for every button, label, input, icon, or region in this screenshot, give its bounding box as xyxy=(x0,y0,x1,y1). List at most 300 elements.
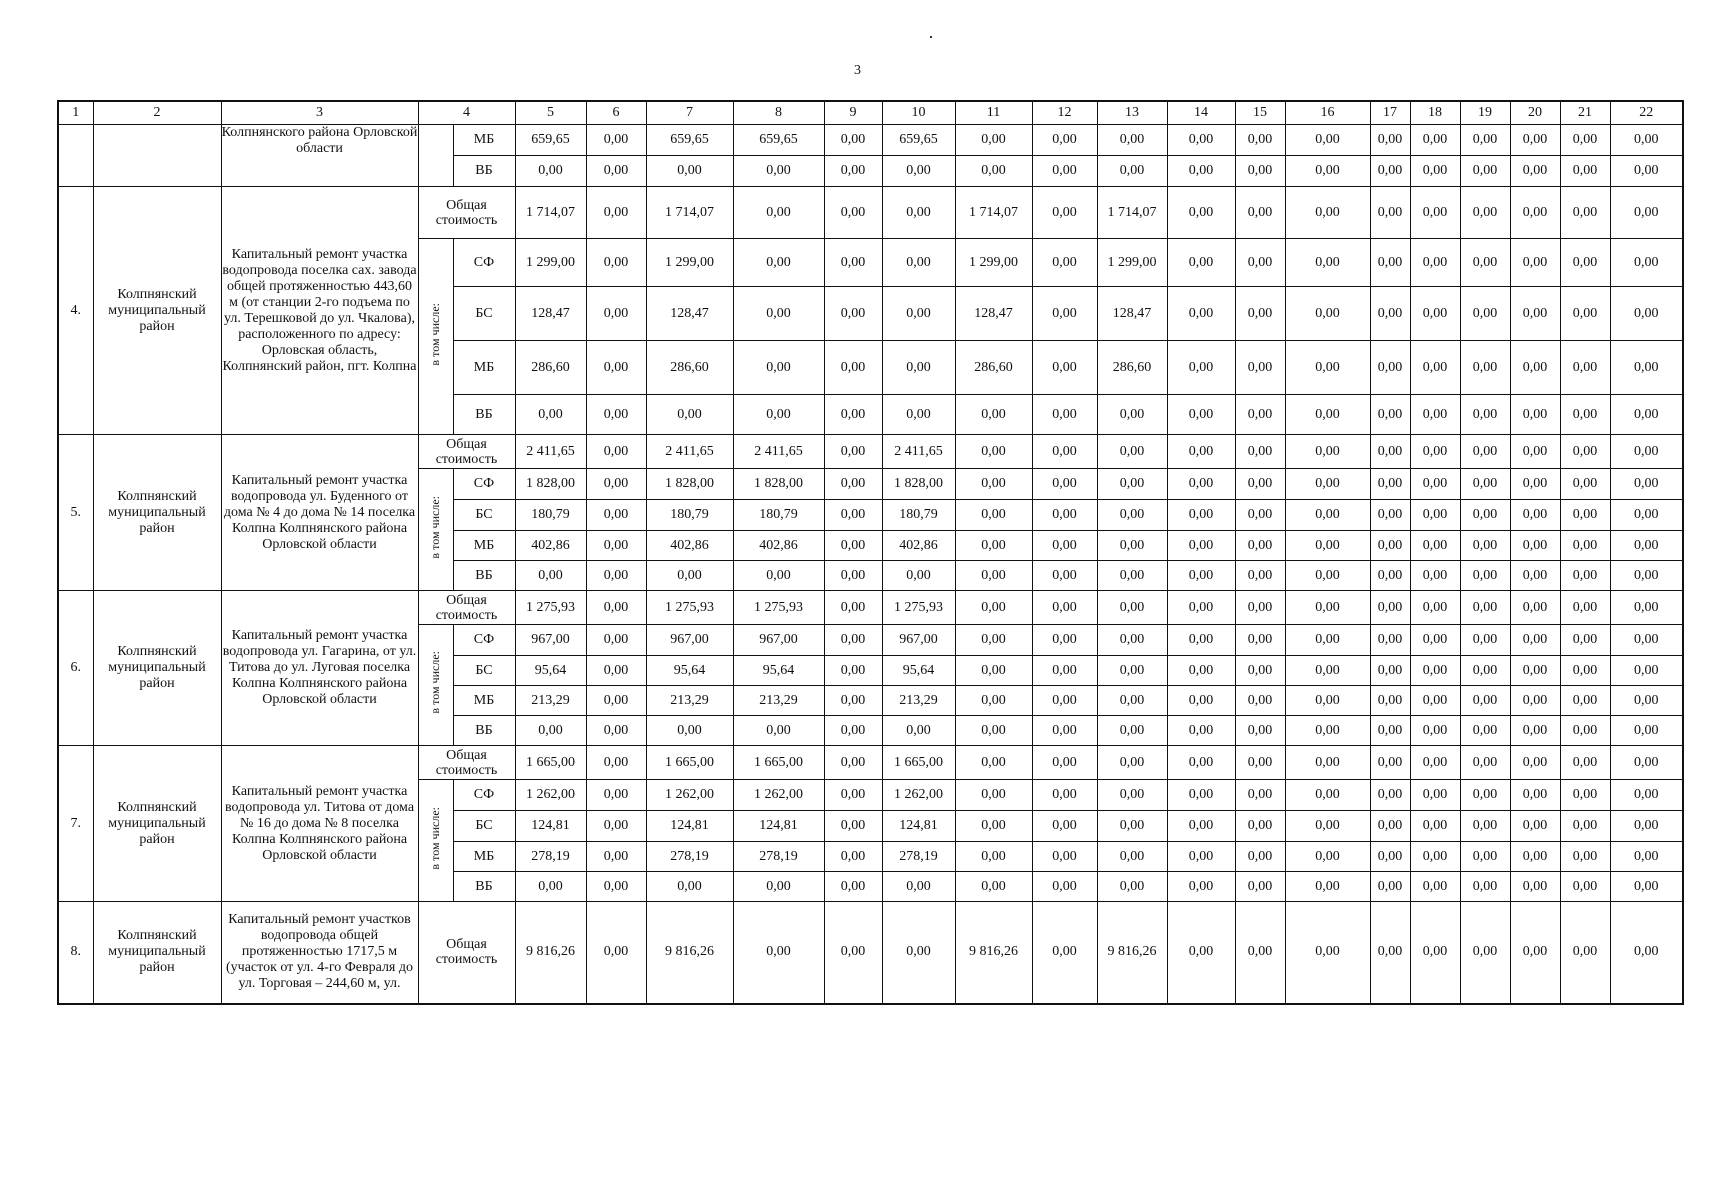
value-cell-col-20: 0,00 xyxy=(1510,125,1560,156)
value-cell-col-22: 0,00 xyxy=(1610,531,1683,561)
value-cell-col-16: 0,00 xyxy=(1285,469,1370,500)
value-cell-col-13: 0,00 xyxy=(1097,395,1167,435)
object-description: Капитальный ремонт участков водопровода общей протяженностью 1717,5 м (участок от ул. 4-го Февраля до ул. Торговая – 244,60 м, ул. xyxy=(221,902,418,1004)
value-cell-col-21: 0,00 xyxy=(1560,531,1610,561)
value-cell-col-6: 0,00 xyxy=(586,469,646,500)
value-cell-col-19: 0,00 xyxy=(1460,500,1510,531)
value-cell-col-17: 0,00 xyxy=(1370,872,1410,902)
value-cell-col-7: 213,29 xyxy=(646,686,733,716)
value-cell-col-19: 0,00 xyxy=(1460,902,1510,1004)
value-cell-col-5: 124,81 xyxy=(515,811,586,842)
header-col-14: 14 xyxy=(1167,101,1235,125)
value-cell-col-11: 0,00 xyxy=(955,591,1032,625)
value-cell-col-11: 0,00 xyxy=(955,500,1032,531)
value-cell-col-12: 0,00 xyxy=(1032,625,1097,656)
value-cell-col-6: 0,00 xyxy=(586,656,646,686)
value-cell-col-18: 0,00 xyxy=(1410,435,1460,469)
fund-label: ВБ xyxy=(453,156,515,187)
value-cell-col-6: 0,00 xyxy=(586,625,646,656)
header-col-6: 6 xyxy=(586,101,646,125)
header-col-9: 9 xyxy=(824,101,882,125)
header-col-2: 2 xyxy=(93,101,221,125)
value-cell-col-5: 1 714,07 xyxy=(515,187,586,239)
value-cell-col-18: 0,00 xyxy=(1410,125,1460,156)
value-cell-col-14: 0,00 xyxy=(1167,341,1235,395)
value-cell-col-10: 967,00 xyxy=(882,625,955,656)
value-cell-col-13: 0,00 xyxy=(1097,561,1167,591)
value-cell-col-15: 0,00 xyxy=(1235,716,1285,746)
fund-label: МБ xyxy=(453,842,515,872)
header-col-4: 4 xyxy=(418,101,515,125)
value-cell-col-13: 1 714,07 xyxy=(1097,187,1167,239)
value-cell-col-21: 0,00 xyxy=(1560,746,1610,780)
object-description: Капитальный ремонт участка водопровода ул. Буденного от дома № 4 до дома № 14 поселка Колпна Колпнянского района Орловской области xyxy=(221,435,418,591)
value-cell-col-15: 0,00 xyxy=(1235,469,1285,500)
value-cell-col-8: 1 665,00 xyxy=(733,746,824,780)
value-cell-col-10: 1 665,00 xyxy=(882,746,955,780)
value-cell-col-5: 1 828,00 xyxy=(515,469,586,500)
value-cell-col-17: 0,00 xyxy=(1370,287,1410,341)
value-cell-col-10: 0,00 xyxy=(882,187,955,239)
value-cell-col-21: 0,00 xyxy=(1560,872,1610,902)
value-cell-col-19: 0,00 xyxy=(1460,686,1510,716)
value-cell-col-8: 0,00 xyxy=(733,872,824,902)
value-cell-col-12: 0,00 xyxy=(1032,125,1097,156)
fund-label: СФ xyxy=(453,469,515,500)
value-cell-col-18: 0,00 xyxy=(1410,561,1460,591)
header-col-18: 18 xyxy=(1410,101,1460,125)
value-cell-col-14: 0,00 xyxy=(1167,239,1235,287)
value-cell-col-17: 0,00 xyxy=(1370,341,1410,395)
value-cell-col-17: 0,00 xyxy=(1370,811,1410,842)
value-cell-col-7: 2 411,65 xyxy=(646,435,733,469)
value-cell-col-21: 0,00 xyxy=(1560,842,1610,872)
value-cell-col-13: 0,00 xyxy=(1097,125,1167,156)
value-cell-col-18: 0,00 xyxy=(1410,686,1460,716)
value-cell-col-7: 0,00 xyxy=(646,872,733,902)
value-cell-col-5: 180,79 xyxy=(515,500,586,531)
item-number: 7. xyxy=(58,746,93,902)
value-cell-col-16: 0,00 xyxy=(1285,395,1370,435)
value-cell-col-19: 0,00 xyxy=(1460,435,1510,469)
value-cell-col-19: 0,00 xyxy=(1460,842,1510,872)
district xyxy=(93,125,221,187)
value-cell-col-14: 0,00 xyxy=(1167,811,1235,842)
value-cell-col-13: 0,00 xyxy=(1097,686,1167,716)
value-cell-col-10: 95,64 xyxy=(882,656,955,686)
header-col-10: 10 xyxy=(882,101,955,125)
value-cell-col-22: 0,00 xyxy=(1610,656,1683,686)
value-cell-col-15: 0,00 xyxy=(1235,435,1285,469)
value-cell-col-9: 0,00 xyxy=(824,395,882,435)
header-col-22: 22 xyxy=(1610,101,1683,125)
total-cost-label: Общая стоимость xyxy=(418,746,515,780)
value-cell-col-19: 0,00 xyxy=(1460,780,1510,811)
value-cell-col-18: 0,00 xyxy=(1410,395,1460,435)
value-cell-col-15: 0,00 xyxy=(1235,780,1285,811)
value-cell-col-12: 0,00 xyxy=(1032,686,1097,716)
value-cell-col-13: 0,00 xyxy=(1097,872,1167,902)
value-cell-col-12: 0,00 xyxy=(1032,780,1097,811)
value-cell-col-11: 286,60 xyxy=(955,341,1032,395)
value-cell-col-5: 0,00 xyxy=(515,395,586,435)
value-cell-col-5: 128,47 xyxy=(515,287,586,341)
value-cell-col-17: 0,00 xyxy=(1370,435,1410,469)
value-cell-col-6: 0,00 xyxy=(586,500,646,531)
value-cell-col-6: 0,00 xyxy=(586,746,646,780)
value-cell-col-9: 0,00 xyxy=(824,656,882,686)
value-cell-col-5: 2 411,65 xyxy=(515,435,586,469)
value-cell-col-18: 0,00 xyxy=(1410,500,1460,531)
value-cell-col-5: 0,00 xyxy=(515,561,586,591)
total-cost-label: Общая стоимость xyxy=(418,187,515,239)
value-cell-col-18: 0,00 xyxy=(1410,656,1460,686)
value-cell-col-21: 0,00 xyxy=(1560,287,1610,341)
value-cell-col-19: 0,00 xyxy=(1460,656,1510,686)
value-cell-col-22: 0,00 xyxy=(1610,469,1683,500)
value-cell-col-5: 286,60 xyxy=(515,341,586,395)
value-cell-col-13: 0,00 xyxy=(1097,156,1167,187)
value-cell-col-17: 0,00 xyxy=(1370,716,1410,746)
district: Колпнянский муниципальный район xyxy=(93,746,221,902)
value-cell-col-18: 0,00 xyxy=(1410,287,1460,341)
value-cell-col-16: 0,00 xyxy=(1285,341,1370,395)
value-cell-col-21: 0,00 xyxy=(1560,435,1610,469)
value-cell-col-22: 0,00 xyxy=(1610,435,1683,469)
value-cell-col-21: 0,00 xyxy=(1560,811,1610,842)
value-cell-col-18: 0,00 xyxy=(1410,239,1460,287)
value-cell-col-19: 0,00 xyxy=(1460,625,1510,656)
value-cell-col-19: 0,00 xyxy=(1460,469,1510,500)
value-cell-col-11: 1 714,07 xyxy=(955,187,1032,239)
value-cell-col-18: 0,00 xyxy=(1410,591,1460,625)
value-cell-col-11: 0,00 xyxy=(955,746,1032,780)
value-cell-col-19: 0,00 xyxy=(1460,156,1510,187)
value-cell-col-11: 0,00 xyxy=(955,531,1032,561)
value-cell-col-12: 0,00 xyxy=(1032,469,1097,500)
table-row xyxy=(58,187,1683,239)
value-cell-col-22: 0,00 xyxy=(1610,187,1683,239)
value-cell-col-5: 213,29 xyxy=(515,686,586,716)
value-cell-col-11: 0,00 xyxy=(955,435,1032,469)
value-cell-col-10: 0,00 xyxy=(882,239,955,287)
value-cell-col-22: 0,00 xyxy=(1610,395,1683,435)
value-cell-col-12: 0,00 xyxy=(1032,842,1097,872)
value-cell-col-5: 1 299,00 xyxy=(515,239,586,287)
value-cell-col-19: 0,00 xyxy=(1460,746,1510,780)
value-cell-col-7: 967,00 xyxy=(646,625,733,656)
value-cell-col-20: 0,00 xyxy=(1510,811,1560,842)
value-cell-col-15: 0,00 xyxy=(1235,239,1285,287)
value-cell-col-21: 0,00 xyxy=(1560,239,1610,287)
value-cell-col-22: 0,00 xyxy=(1610,561,1683,591)
value-cell-col-16: 0,00 xyxy=(1285,780,1370,811)
value-cell-col-5: 0,00 xyxy=(515,156,586,187)
value-cell-col-9: 0,00 xyxy=(824,591,882,625)
header-col-13: 13 xyxy=(1097,101,1167,125)
item-number: 6. xyxy=(58,591,93,746)
value-cell-col-5: 1 262,00 xyxy=(515,780,586,811)
value-cell-col-9: 0,00 xyxy=(824,469,882,500)
value-cell-col-6: 0,00 xyxy=(586,686,646,716)
value-cell-col-16: 0,00 xyxy=(1285,872,1370,902)
value-cell-col-12: 0,00 xyxy=(1032,656,1097,686)
value-cell-col-11: 0,00 xyxy=(955,125,1032,156)
value-cell-col-18: 0,00 xyxy=(1410,902,1460,1004)
value-cell-col-8: 0,00 xyxy=(733,287,824,341)
value-cell-col-10: 0,00 xyxy=(882,287,955,341)
district: Колпнянский муниципальный район xyxy=(93,902,221,1004)
value-cell-col-18: 0,00 xyxy=(1410,746,1460,780)
value-cell-col-12: 0,00 xyxy=(1032,716,1097,746)
value-cell-col-17: 0,00 xyxy=(1370,500,1410,531)
value-cell-col-15: 0,00 xyxy=(1235,902,1285,1004)
value-cell-col-7: 1 665,00 xyxy=(646,746,733,780)
value-cell-col-7: 1 828,00 xyxy=(646,469,733,500)
value-cell-col-7: 0,00 xyxy=(646,561,733,591)
value-cell-col-20: 0,00 xyxy=(1510,531,1560,561)
value-cell-col-10: 213,29 xyxy=(882,686,955,716)
value-cell-col-14: 0,00 xyxy=(1167,780,1235,811)
group-label: в том числе: xyxy=(428,495,442,559)
value-cell-col-10: 1 275,93 xyxy=(882,591,955,625)
value-cell-col-21: 0,00 xyxy=(1560,187,1610,239)
table-row xyxy=(58,125,1683,156)
value-cell-col-17: 0,00 xyxy=(1370,746,1410,780)
fund-label: БС xyxy=(453,287,515,341)
value-cell-col-11: 9 816,26 xyxy=(955,902,1032,1004)
value-cell-col-17: 0,00 xyxy=(1370,561,1410,591)
value-cell-col-15: 0,00 xyxy=(1235,341,1285,395)
value-cell-col-16: 0,00 xyxy=(1285,156,1370,187)
value-cell-col-20: 0,00 xyxy=(1510,656,1560,686)
value-cell-col-10: 0,00 xyxy=(882,902,955,1004)
value-cell-col-20: 0,00 xyxy=(1510,469,1560,500)
value-cell-col-16: 0,00 xyxy=(1285,187,1370,239)
value-cell-col-10: 0,00 xyxy=(882,341,955,395)
value-cell-col-8: 2 411,65 xyxy=(733,435,824,469)
value-cell-col-20: 0,00 xyxy=(1510,625,1560,656)
value-cell-col-6: 0,00 xyxy=(586,872,646,902)
header-col-1: 1 xyxy=(58,101,93,125)
fund-label: СФ xyxy=(453,239,515,287)
total-cost-label: Общая стоимость xyxy=(418,902,515,1004)
value-cell-col-6: 0,00 xyxy=(586,591,646,625)
page-number: 3 xyxy=(854,63,861,78)
table-row xyxy=(58,902,1683,1004)
value-cell-col-16: 0,00 xyxy=(1285,561,1370,591)
fund-label: СФ xyxy=(453,780,515,811)
value-cell-col-14: 0,00 xyxy=(1167,287,1235,341)
value-cell-col-11: 0,00 xyxy=(955,561,1032,591)
group-label-cell xyxy=(418,125,453,187)
value-cell-col-19: 0,00 xyxy=(1460,561,1510,591)
value-cell-col-22: 0,00 xyxy=(1610,156,1683,187)
value-cell-col-13: 0,00 xyxy=(1097,500,1167,531)
value-cell-col-13: 0,00 xyxy=(1097,780,1167,811)
value-cell-col-9: 0,00 xyxy=(824,531,882,561)
value-cell-col-11: 0,00 xyxy=(955,656,1032,686)
value-cell-col-14: 0,00 xyxy=(1167,902,1235,1004)
value-cell-col-6: 0,00 xyxy=(586,395,646,435)
value-cell-col-6: 0,00 xyxy=(586,187,646,239)
value-cell-col-6: 0,00 xyxy=(586,780,646,811)
group-label: в том числе: xyxy=(428,302,442,366)
value-cell-col-11: 0,00 xyxy=(955,842,1032,872)
value-cell-col-21: 0,00 xyxy=(1560,902,1610,1004)
value-cell-col-6: 0,00 xyxy=(586,239,646,287)
value-cell-col-16: 0,00 xyxy=(1285,625,1370,656)
header-col-21: 21 xyxy=(1560,101,1610,125)
header-row xyxy=(58,101,1683,125)
value-cell-col-11: 0,00 xyxy=(955,780,1032,811)
value-cell-col-11: 0,00 xyxy=(955,469,1032,500)
value-cell-col-10: 0,00 xyxy=(882,872,955,902)
value-cell-col-9: 0,00 xyxy=(824,625,882,656)
value-cell-col-8: 278,19 xyxy=(733,842,824,872)
total-cost-label: Общая стоимость xyxy=(418,435,515,469)
value-cell-col-12: 0,00 xyxy=(1032,902,1097,1004)
value-cell-col-22: 0,00 xyxy=(1610,686,1683,716)
value-cell-col-14: 0,00 xyxy=(1167,591,1235,625)
value-cell-col-9: 0,00 xyxy=(824,435,882,469)
value-cell-col-6: 0,00 xyxy=(586,811,646,842)
value-cell-col-11: 0,00 xyxy=(955,811,1032,842)
district: Колпнянский муниципальный район xyxy=(93,435,221,591)
value-cell-col-17: 0,00 xyxy=(1370,531,1410,561)
value-cell-col-11: 1 299,00 xyxy=(955,239,1032,287)
value-cell-col-17: 0,00 xyxy=(1370,156,1410,187)
value-cell-col-14: 0,00 xyxy=(1167,435,1235,469)
value-cell-col-16: 0,00 xyxy=(1285,591,1370,625)
value-cell-col-12: 0,00 xyxy=(1032,395,1097,435)
value-cell-col-15: 0,00 xyxy=(1235,656,1285,686)
value-cell-col-20: 0,00 xyxy=(1510,780,1560,811)
value-cell-col-8: 95,64 xyxy=(733,656,824,686)
value-cell-col-6: 0,00 xyxy=(586,902,646,1004)
value-cell-col-11: 0,00 xyxy=(955,625,1032,656)
value-cell-col-14: 0,00 xyxy=(1167,656,1235,686)
value-cell-col-12: 0,00 xyxy=(1032,156,1097,187)
value-cell-col-8: 0,00 xyxy=(733,187,824,239)
value-cell-col-13: 0,00 xyxy=(1097,811,1167,842)
value-cell-col-8: 0,00 xyxy=(733,902,824,1004)
value-cell-col-5: 9 816,26 xyxy=(515,902,586,1004)
value-cell-col-15: 0,00 xyxy=(1235,287,1285,341)
value-cell-col-12: 0,00 xyxy=(1032,435,1097,469)
value-cell-col-6: 0,00 xyxy=(586,561,646,591)
value-cell-col-14: 0,00 xyxy=(1167,469,1235,500)
header-col-16: 16 xyxy=(1285,101,1370,125)
value-cell-col-7: 286,60 xyxy=(646,341,733,395)
value-cell-col-20: 0,00 xyxy=(1510,287,1560,341)
value-cell-col-22: 0,00 xyxy=(1610,341,1683,395)
value-cell-col-22: 0,00 xyxy=(1610,125,1683,156)
value-cell-col-16: 0,00 xyxy=(1285,435,1370,469)
value-cell-col-15: 0,00 xyxy=(1235,125,1285,156)
value-cell-col-21: 0,00 xyxy=(1560,125,1610,156)
value-cell-col-12: 0,00 xyxy=(1032,531,1097,561)
value-cell-col-16: 0,00 xyxy=(1285,531,1370,561)
value-cell-col-17: 0,00 xyxy=(1370,842,1410,872)
value-cell-col-19: 0,00 xyxy=(1460,239,1510,287)
value-cell-col-7: 0,00 xyxy=(646,156,733,187)
value-cell-col-9: 0,00 xyxy=(824,156,882,187)
fund-label: БС xyxy=(453,500,515,531)
header-col-12: 12 xyxy=(1032,101,1097,125)
value-cell-col-14: 0,00 xyxy=(1167,842,1235,872)
value-cell-col-7: 180,79 xyxy=(646,500,733,531)
value-cell-col-16: 0,00 xyxy=(1285,746,1370,780)
value-cell-col-16: 0,00 xyxy=(1285,811,1370,842)
value-cell-col-5: 659,65 xyxy=(515,125,586,156)
value-cell-col-8: 0,00 xyxy=(733,239,824,287)
value-cell-col-12: 0,00 xyxy=(1032,500,1097,531)
group-label: в том числе: xyxy=(428,806,442,870)
value-cell-col-10: 659,65 xyxy=(882,125,955,156)
value-cell-col-7: 0,00 xyxy=(646,395,733,435)
value-cell-col-17: 0,00 xyxy=(1370,187,1410,239)
value-cell-col-7: 1 299,00 xyxy=(646,239,733,287)
group-label-cell xyxy=(418,239,453,435)
value-cell-col-10: 278,19 xyxy=(882,842,955,872)
value-cell-col-18: 0,00 xyxy=(1410,341,1460,395)
value-cell-col-19: 0,00 xyxy=(1460,341,1510,395)
value-cell-col-18: 0,00 xyxy=(1410,872,1460,902)
fund-label: ВБ xyxy=(453,716,515,746)
group-label: в том числе: xyxy=(428,651,442,714)
value-cell-col-19: 0,00 xyxy=(1460,872,1510,902)
value-cell-col-12: 0,00 xyxy=(1032,561,1097,591)
value-cell-col-6: 0,00 xyxy=(586,341,646,395)
value-cell-col-14: 0,00 xyxy=(1167,716,1235,746)
object-description: Колпнянского района Орловской области xyxy=(221,125,418,187)
value-cell-col-7: 9 816,26 xyxy=(646,902,733,1004)
value-cell-col-18: 0,00 xyxy=(1410,716,1460,746)
fund-label: ВБ xyxy=(453,395,515,435)
header-col-17: 17 xyxy=(1370,101,1410,125)
item-number: 8. xyxy=(58,902,93,1004)
value-cell-col-7: 1 275,93 xyxy=(646,591,733,625)
value-cell-col-10: 124,81 xyxy=(882,811,955,842)
value-cell-col-12: 0,00 xyxy=(1032,341,1097,395)
value-cell-col-5: 0,00 xyxy=(515,872,586,902)
value-cell-col-10: 0,00 xyxy=(882,716,955,746)
fund-label: МБ xyxy=(453,125,515,156)
value-cell-col-16: 0,00 xyxy=(1285,239,1370,287)
value-cell-col-12: 0,00 xyxy=(1032,239,1097,287)
value-cell-col-7: 128,47 xyxy=(646,287,733,341)
value-cell-col-16: 0,00 xyxy=(1285,500,1370,531)
value-cell-col-13: 0,00 xyxy=(1097,746,1167,780)
header-col-15: 15 xyxy=(1235,101,1285,125)
value-cell-col-13: 0,00 xyxy=(1097,716,1167,746)
value-cell-col-20: 0,00 xyxy=(1510,716,1560,746)
value-cell-col-6: 0,00 xyxy=(586,156,646,187)
value-cell-col-16: 0,00 xyxy=(1285,902,1370,1004)
value-cell-col-21: 0,00 xyxy=(1560,156,1610,187)
value-cell-col-8: 0,00 xyxy=(733,156,824,187)
value-cell-col-8: 659,65 xyxy=(733,125,824,156)
fund-label: МБ xyxy=(453,531,515,561)
value-cell-col-16: 0,00 xyxy=(1285,686,1370,716)
value-cell-col-20: 0,00 xyxy=(1510,842,1560,872)
value-cell-col-17: 0,00 xyxy=(1370,469,1410,500)
value-cell-col-8: 1 262,00 xyxy=(733,780,824,811)
header-col-3: 3 xyxy=(221,101,418,125)
value-cell-col-13: 0,00 xyxy=(1097,591,1167,625)
value-cell-col-20: 0,00 xyxy=(1510,239,1560,287)
